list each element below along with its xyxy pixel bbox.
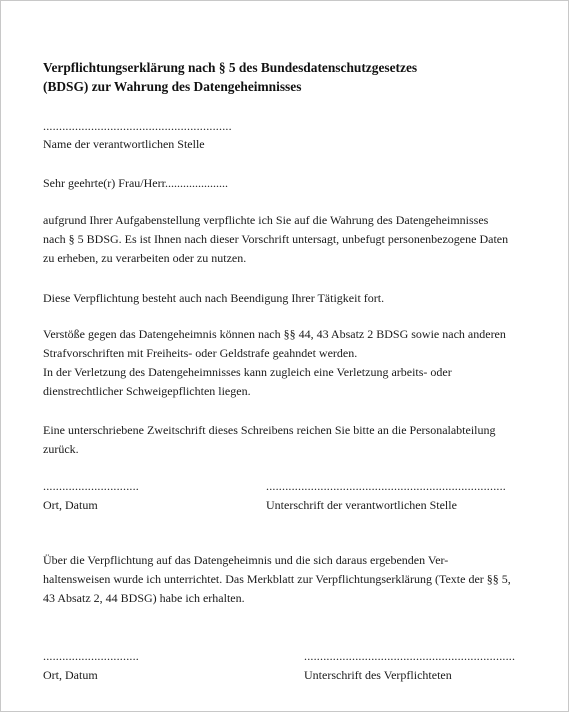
paragraph-obligation xyxy=(43,211,543,268)
signature-label-responsible: Unterschrift der verantwortlichen Stelle xyxy=(266,498,457,512)
paragraph-line: Eine unterschriebene Zweitschrift dieses Schreibens reichen Sie bitte an die Personalabteilung xyxy=(43,423,496,437)
paragraph-line: zurück. xyxy=(43,442,79,456)
paragraph-line: Über die Verpflichtung auf das Datengeheimnis und die sich daraus ergebenden Ver- xyxy=(43,553,449,567)
paragraph-line: Verstöße gegen das Datengeheimnis können nach §§ 44, 43 Absatz 2 BDSG sowie nach anderen xyxy=(43,327,506,341)
org-name-dotted-line: ........................................................... xyxy=(43,119,232,133)
document-title xyxy=(43,58,533,96)
title-line-2: (BDSG) zur Wahrung des Datengeheimnisses xyxy=(43,79,302,94)
paragraph-line: zu erheben, zu verarbeiten oder zu nutzen. xyxy=(43,251,247,265)
paragraph-continuation: Diese Verpflichtung besteht auch nach Beendigung Ihrer Tätigkeit fort. xyxy=(43,291,385,305)
salutation: Sehr geehrte(r) Frau/Herr..................... xyxy=(43,176,228,190)
paragraph-line: In der Verletzung des Datengeheimnisses kann zugleich eine Verletzung arbeits- oder xyxy=(43,365,452,379)
paragraph-line: aufgrund Ihrer Aufgabenstellung verpflichte ich Sie auf die Wahrung des Datengeheimnisses xyxy=(43,213,489,227)
paragraph-line: 43 Absatz 2, 44 BDSG) habe ich erhalten. xyxy=(43,591,245,605)
signature-dotted-line-1: ........................................................................... xyxy=(266,479,506,493)
paragraph-acknowledgement xyxy=(43,551,543,608)
paragraph-line: haltensweisen wurde ich unterrichtet. Das Merkblatt zur Verpflichtungserklärung (Texte der §§ 5, xyxy=(43,572,511,586)
place-date-label-2: Ort, Datum xyxy=(43,668,98,682)
signature-dotted-line-2: .................................................................. xyxy=(304,649,516,663)
org-name-label: Name der verantwortlichen Stelle xyxy=(43,137,205,151)
place-date-dotted-line-1: .............................. xyxy=(43,479,139,493)
place-date-dotted-line-2: .............................. xyxy=(43,649,139,663)
paragraph-line: Strafvorschriften mit Freiheits- oder Geldstrafe geahndet werden. xyxy=(43,346,358,360)
paragraph-copy-return xyxy=(43,421,543,459)
paragraph-line: nach § 5 BDSG. Es ist Ihnen nach dieser Vorschrift untersagt, unbefugt personenbezogene Daten xyxy=(43,232,509,246)
paragraph-violations xyxy=(43,325,543,401)
title-line-1: Verpflichtungserklärung nach § 5 des Bundesdatenschutzgesetzes xyxy=(43,60,418,75)
paragraph-line: dienstrechtlicher Schweigepflichten liegen. xyxy=(43,384,251,398)
signature-label-obligated: Unterschrift des Verpflichteten xyxy=(304,668,452,682)
place-date-label-1: Ort, Datum xyxy=(43,498,98,512)
